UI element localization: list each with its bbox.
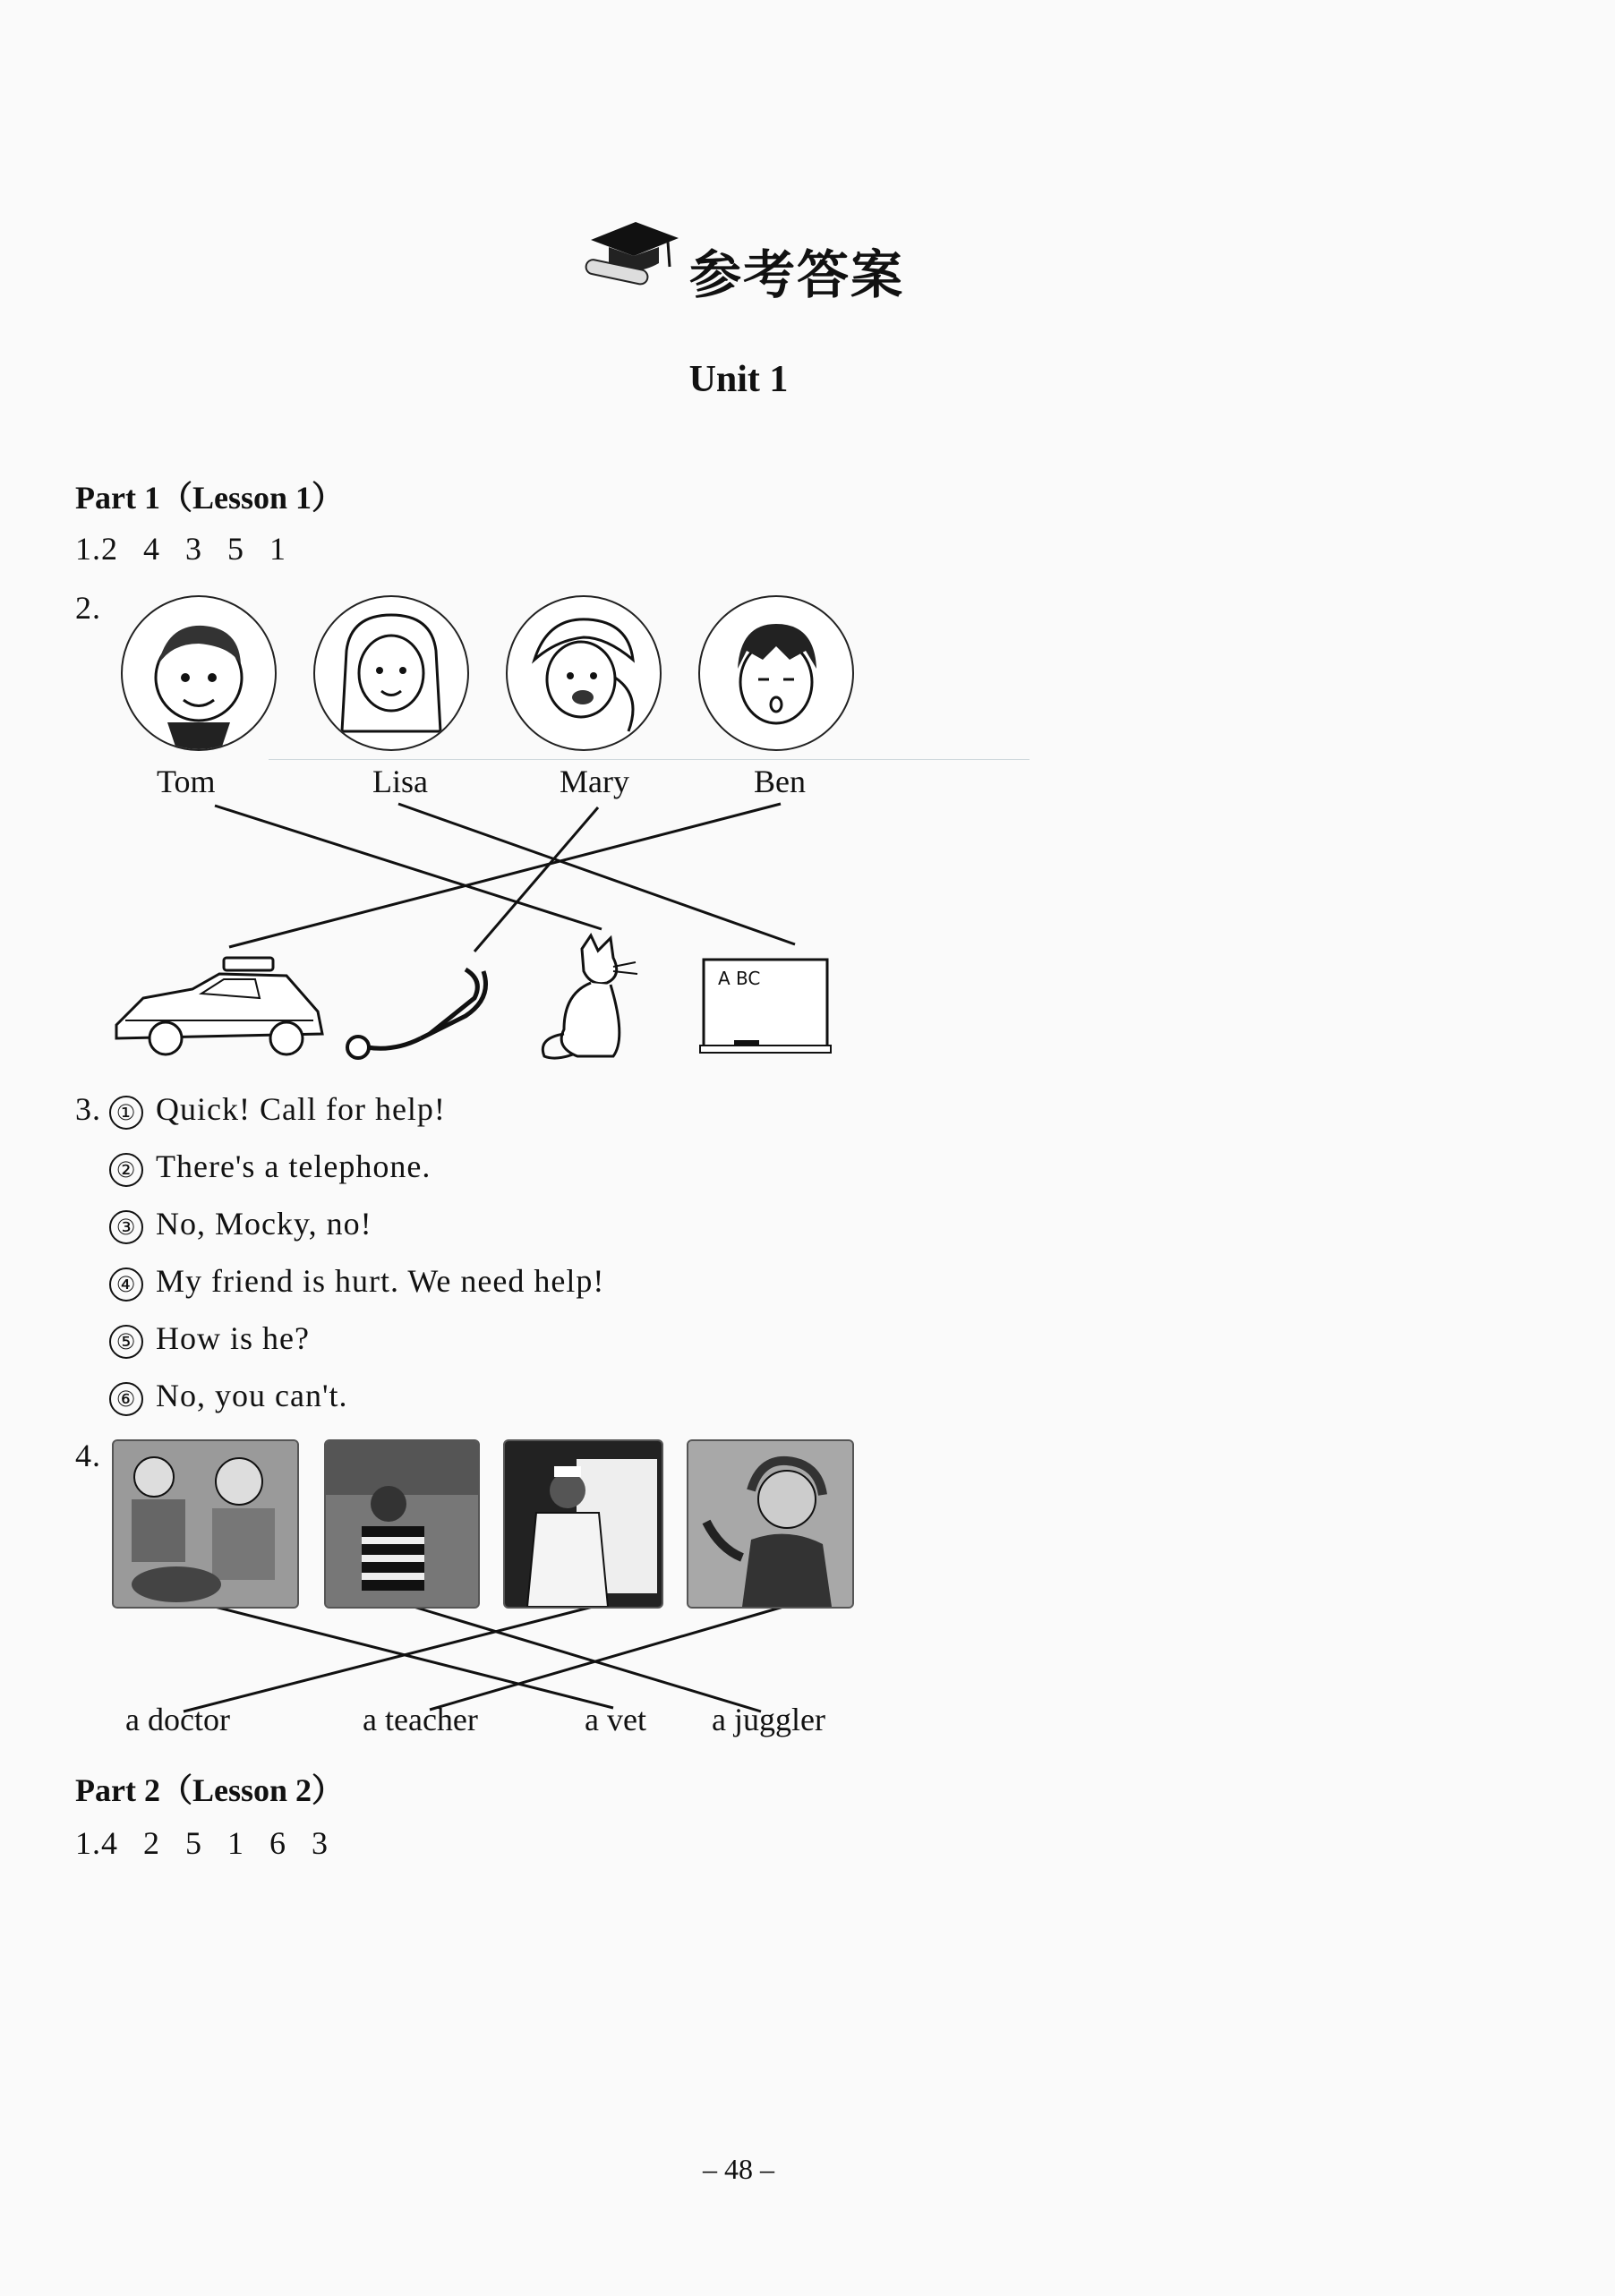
part2-title: Part 2（Lesson 2）: [75, 1772, 344, 1808]
q1-answer: 1: [227, 1825, 244, 1861]
occupation-doctor: a doctor: [125, 1702, 230, 1737]
q3-sentence-6: [109, 1377, 347, 1416]
blackboard-text: A BC: [718, 968, 761, 989]
sentence-text: No, Mocky, no!: [156, 1206, 372, 1242]
q1-answer: 1: [269, 531, 286, 567]
part2-q1: [75, 1824, 354, 1862]
photo-vet: [503, 1439, 663, 1609]
q3-sentence-1: [109, 1090, 446, 1130]
match-line-teacher-pic4: [430, 1607, 783, 1710]
circled-number: ③: [109, 1210, 143, 1244]
q1-answer: 6: [269, 1825, 286, 1861]
name-ben: Ben: [754, 764, 806, 799]
match-line-ben-police-car: [229, 804, 781, 947]
circled-number: ⑥: [109, 1382, 143, 1416]
circled-number: ②: [109, 1153, 143, 1187]
sentence-text: There's a telephone.: [156, 1148, 432, 1184]
occupation-vet: a vet: [585, 1702, 646, 1737]
photo-family-scene: [112, 1439, 299, 1609]
sentence-text: How is he?: [156, 1320, 310, 1356]
q3-sentence-2: [109, 1148, 431, 1187]
sentence-text: No, you can't.: [156, 1378, 348, 1413]
photo-teacher: [687, 1439, 854, 1609]
match-line-tom-cat: [215, 806, 602, 929]
cat-icon: [528, 931, 645, 1065]
occupation-teacher: a teacher: [363, 1702, 478, 1737]
circled-number: ①: [109, 1096, 143, 1130]
sentence-text: Quick! Call for help!: [156, 1091, 446, 1127]
police-car-icon: [107, 949, 331, 1065]
unit-title: Unit 1: [688, 359, 789, 400]
sentence-text: My friend is hurt. We need help!: [156, 1263, 605, 1299]
q1-answer: 2: [101, 531, 118, 567]
q1-answer: 5: [227, 531, 244, 567]
name-lisa: Lisa: [372, 764, 428, 799]
blackboard-icon: [698, 956, 833, 1056]
match-line-vet-pic3: [184, 1607, 593, 1711]
q2-label: 2.: [75, 590, 101, 626]
q3-sentence-5: [109, 1319, 310, 1359]
q1-answer: 3: [312, 1825, 329, 1861]
q1-answer: 2: [143, 1825, 160, 1861]
page-title: 参考答案: [689, 244, 905, 305]
match-line-doctor-pic1: [215, 1607, 613, 1708]
part1-title: Part 1（Lesson 1）: [75, 480, 344, 516]
q4-label: 4.: [75, 1438, 101, 1473]
q3-sentence-4: [109, 1262, 604, 1302]
q1-label: 1.: [75, 1825, 101, 1861]
q3-label: 3.: [75, 1091, 101, 1127]
page-number: – 48 –: [703, 2153, 774, 2185]
occupation-juggler: a juggler: [712, 1702, 825, 1737]
q1-answer: 3: [185, 531, 202, 567]
circled-number: ④: [109, 1267, 143, 1302]
stethoscope-icon: [340, 953, 501, 1061]
q1-answer: 4: [101, 1825, 118, 1861]
match-line-juggler-pic2: [414, 1607, 761, 1711]
q1-answer: 4: [143, 531, 160, 567]
photo-juggler: [324, 1439, 480, 1609]
q1-label: 1.: [75, 531, 101, 567]
name-mary: Mary: [560, 764, 629, 799]
q1-answer: 5: [185, 1825, 202, 1861]
circled-number: ⑤: [109, 1325, 143, 1359]
match-line-lisa-blackboard: [398, 804, 795, 944]
q3-sentence-3: [109, 1205, 372, 1244]
name-tom: Tom: [157, 764, 216, 799]
